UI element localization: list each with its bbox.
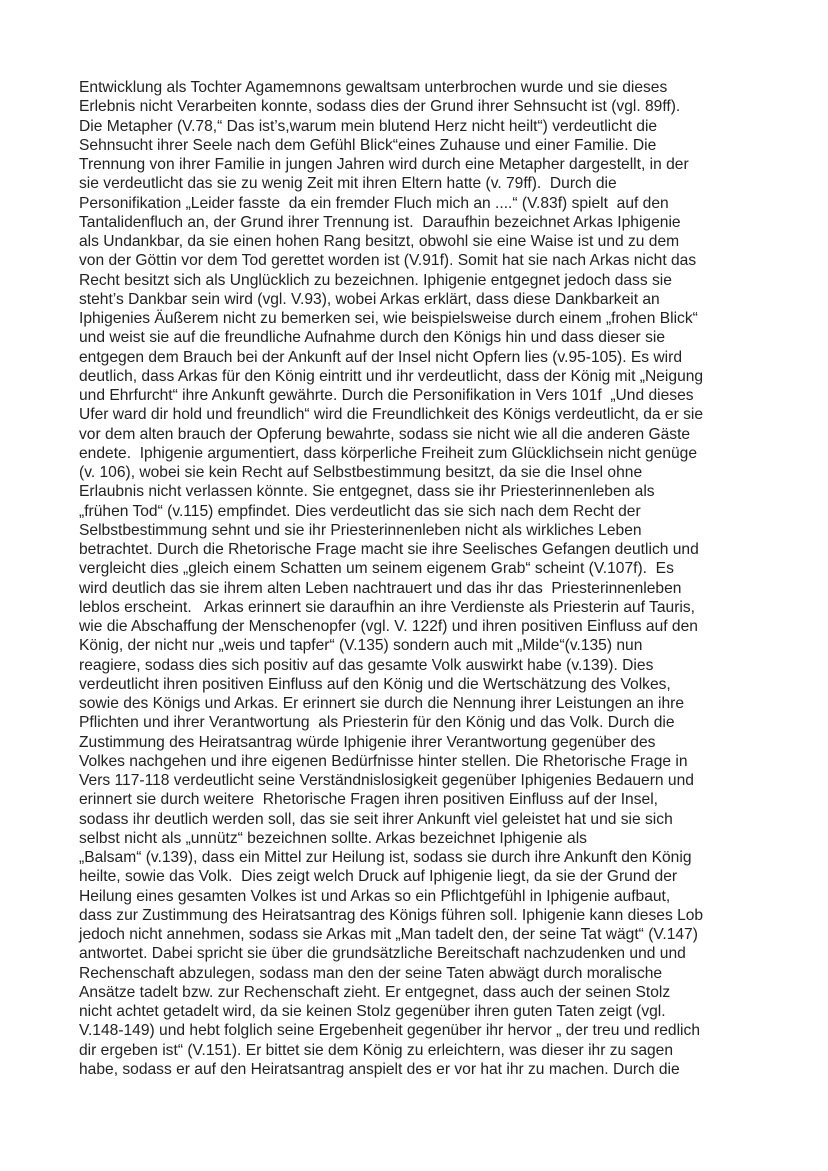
text-line: endete. Iphigenie argumentiert, dass körperliche Freiheit zum Glücklichsein nicht genüge [79,444,698,462]
text-line: von der Göttin vor dem Tod gerettet worden ist (V.91f). Somit hat sie nach Arkas nicht das [79,252,697,270]
text-line: sowie des Königs und Arkas. Er erinnert sie durch die Nennung ihrer Leistungen an ihre [79,695,685,712]
text-line: als Undankbar, da sie einen hohen Rang besitzt, obwohl sie eine Waise ist und zu dem [79,233,680,250]
text-line: Trennung von ihrer Familie in jungen Jahren wird durch eine Metapher dargestellt, in der [79,156,689,173]
text-line: Tantalidenfluch an, der Grund ihrer Trennung ist. Daraufhin bezeichnet Arkas Iphigenie [79,213,681,231]
text-line: entgegen dem Brauch bei der Ankunft auf der Insel nicht Opfern lies (v.95-105). Es wird [79,348,683,366]
text-line: und weist sie auf die freundliche Aufnahme durch den Königs hin und dass dieser sie [79,329,666,347]
text-line: sodass ihr deutlich werden soll, das sie seit ihrer Ankunft viel geleistet hat und sie sich [79,810,673,828]
text-line: Rechenschaft abzulegen, sodass man den der seine Taten abwägt durch moralische [79,964,663,982]
text-line: heilte, sowie das Volk. Dies zeigt welch Druck auf Iphigenie liegt, da sie der Grund der [79,868,678,886]
body-text [79,78,759,1079]
text-line: Heilung eines gesamten Volkes ist und Arkas so ein Pflichtgefühl in Iphigenie aufbaut, [79,887,671,905]
text-line: erinnert sie durch weitere Rhetorische Fragen ihren positiven Einfluss auf der Insel, [79,791,658,809]
text-line: V.148-149) und hebt folglich seine Ergebenheit gegenüber ihr hervor „ der treu und redlich [79,1022,700,1040]
text-line: leblos erscheint. Arkas erinnert sie daraufhin an ihre Verdienste als Priesterin auf Tauris, [79,598,695,616]
text-line: und Ehrfurcht“ ihre Ankunft gewährte. Durch die Personifikation in Vers 101f „Und dieses [79,387,694,404]
text-line: Pflichten und ihrer Verantwortung als Priesterin für den König und das Volk. Durch die [79,714,675,732]
text-line: Iphigenies Äußerem nicht zu bemerken sei, wie beispielsweise durch einem „frohen Blick“ [79,310,698,327]
text-line: Ansätze tadelt bzw. zur Rechenschaft zieht. Er entgegnet, dass auch der seinen Stolz [79,983,671,1001]
text-line: selbst nicht als „unnütz“ bezeichnen sollte. Arkas bezeichnet Iphigenie als [79,829,587,847]
text-line: Personifikation „Leider fasste da ein fremder Fluch mich an ....“ (V.83f) spielt auf den [79,194,669,212]
text-line: Entwicklung als Tochter Agamemnons gewaltsam unterbrochen wurde und sie dieses [79,79,668,96]
text-line: wird deutlich das sie ihrem alten Leben nachtrauert und das ihr das Priesterinnenleben [79,579,682,597]
text-line: dir ergeben ist“ (V.151). Er bittet sie dem König zu erleichtern, was dieser ihr zu sagen [79,1041,674,1059]
text-line: Recht besitzt sich als Unglücklich zu bezeichnen. Iphigenie entgegnet jedoch dass sie [79,271,672,289]
text-line: deutlich, dass Arkas für den König eintritt und ihr verdeutlicht, dass der König mit „Neigung [79,367,704,385]
text-line: antwortet. Dabei spricht sie über die grundsätzliche Bereitschaft nachzudenken und und [79,945,686,963]
text-line: (v. 106), wobei sie kein Recht auf Selbstbestimmung besitzt, da sie die Insel ohne [79,464,643,481]
text-line: Ufer ward dir hold und freundlich“ wird die Freundlichkeit des Königs verdeutlicht, da er sie [79,406,704,424]
text-line: „Balsam“ (v.139), dass ein Mittel zur Heilung ist, sodass sie durch ihre Ankunft den König [79,849,692,866]
text-line: dass zur Zustimmung des Heiratsantrag des Königs führen soll. Iphigenie kann dieses Lob [79,906,704,924]
text-line: sie verdeutlicht das sie zu wenig Zeit mit ihren Eltern hatte (v. 79ff). Durch die [79,175,617,193]
text-line: Volkes nachgehen und ihre eigenen Bedürfnisse hinter stellen. Die Rhetorische Frage in [79,752,688,770]
text-line: verdeutlicht ihren positiven Einfluss auf den König und die Wertschätzung des Volkes, [79,675,671,693]
text-line: betrachtet. Durch die Rhetorische Frage macht sie ihre Seelisches Gefangen deutlich und [79,541,699,558]
text-line: Erlebnis nicht Verarbeiten konnte, sodass dies der Grund ihrer Sehnsucht ist (vgl. 89ff). [79,98,681,116]
text-line: Vers 117-118 verdeutlicht seine Verständnislosigkeit gegenüber Iphigenies Bedauern und [79,772,694,789]
text-line: Zustimmung des Heiratsantrag würde Iphigenie ihrer Verantwortung gegenüber des [79,733,656,751]
text-line: nicht achtet getadelt wird, da sie keinen Stolz gegenüber ihren guten Taten zeigt (vgl. [79,1003,666,1020]
text-line: König, der nicht nur „weis und tapfer“ (V.135) sondern auch mit „Milde“(v.135) nun [79,637,643,655]
text-line: vor dem alten brauch der Opferung bewahrte, sodass sie nicht wie all die anderen Gäste [79,425,691,443]
text-line: jedoch nicht annehmen, sodass sie Arkas mit „Man tadelt den, der seine Tat wägt“ (V.147) [79,926,698,943]
text-line: „frühen Tod“ (v.115) empfindet. Dies verdeutlicht das sie sich nach dem Recht der [79,502,641,520]
text-line: vergleicht dies „gleich einem Schatten um seinem eigenem Grab“ scheint (V.107f). Es [79,560,674,578]
text-line: Erlaubnis nicht verlassen könnte. Sie entgegnet, dass sie ihr Priesterinnenleben als [79,483,655,501]
text-line: Selbstbestimmung sehnt und sie ihr Priesterinnenleben nicht als wirkliches Leben [79,521,642,539]
text-line: steht’s Dankbar sein wird (vgl. V.93), wobei Arkas erklärt, dass diese Dankbarkeit an [79,290,660,308]
text-line: habe, sodass er auf den Heiratsantrag anspielt des er vor hat ihr zu machen. Durch die [79,1060,680,1078]
text-line: Die Metapher (V.78,“ Das ist’s,warum mein blutend Herz nicht heilt“) verdeutlicht die [79,117,658,135]
text-line: Sehnsucht ihrer Seele nach dem Gefühl Blick“eines Zuhause und einer Familie. Die [79,136,657,154]
text-line: wie die Abschaffung der Menschenopfer (vgl. V. 122f) und ihren positiven Einfluss auf den [79,618,698,635]
text-line: reagiere, sodass dies sich positiv auf das gesamte Volk auswirkt habe (v.139). Dies [79,656,654,674]
